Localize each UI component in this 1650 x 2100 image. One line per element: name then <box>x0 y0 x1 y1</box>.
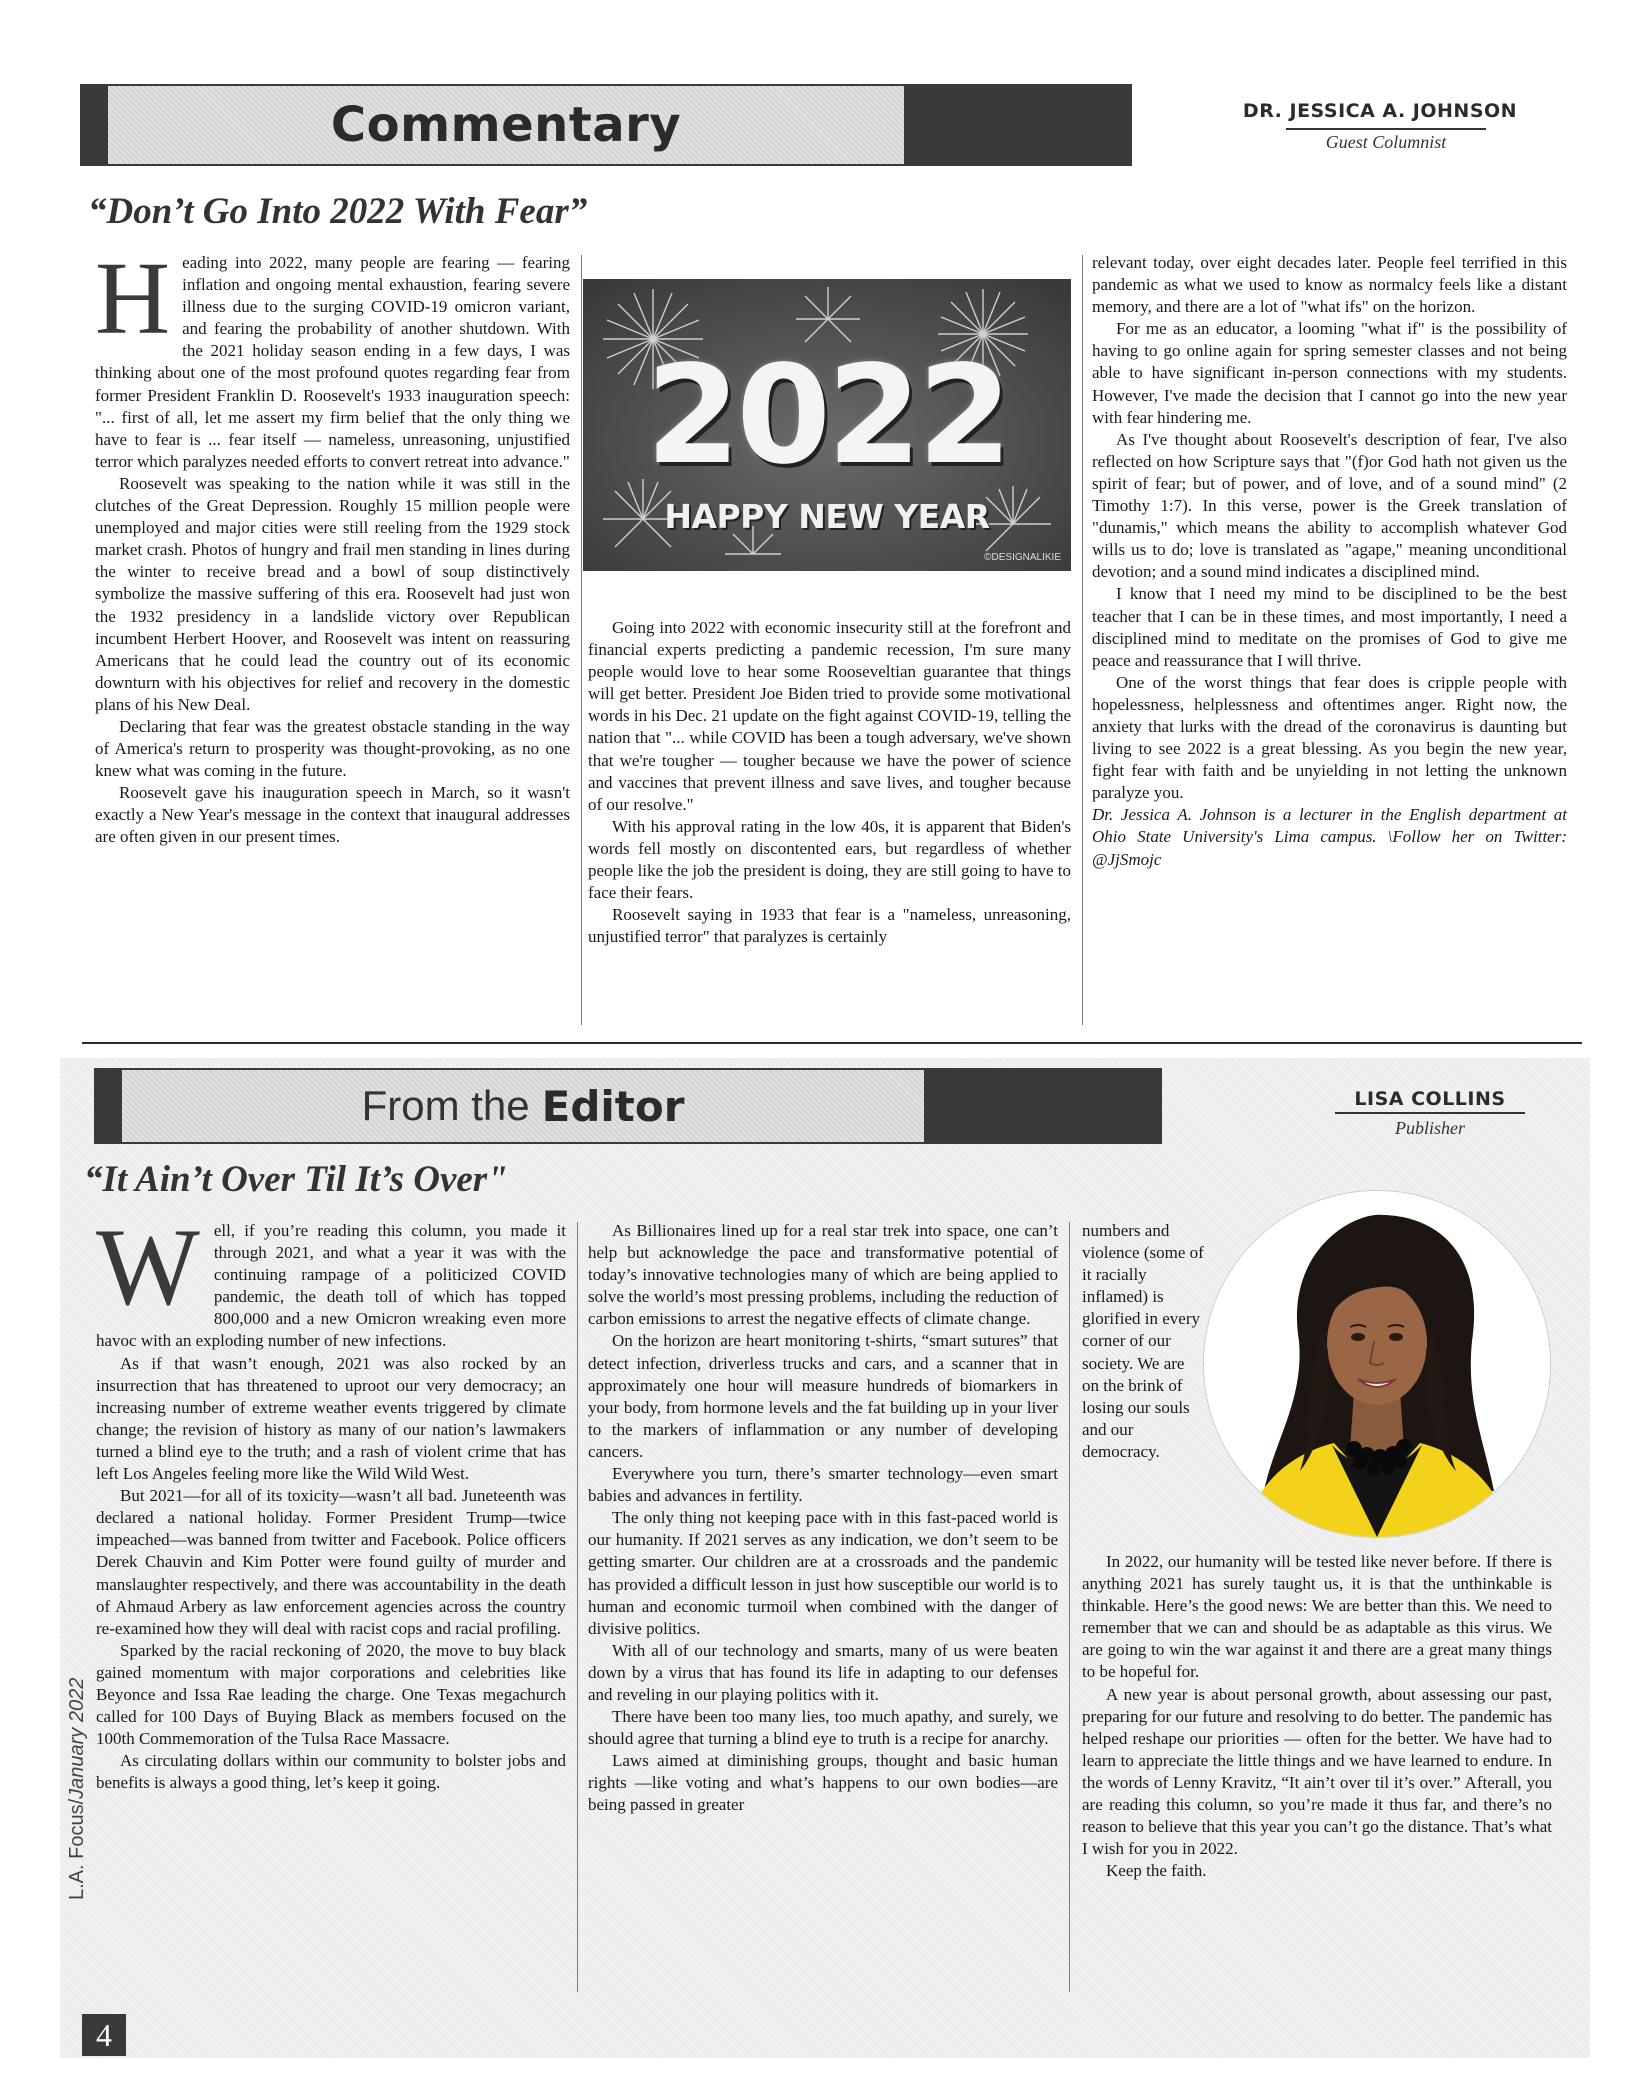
paragraph: ell, if you’re reading this column, you made it through 2021, and what a year it was with the continuing rampage of a politicized COVID pandemic, the death toll of which has topped 800,000 and a new Omicron wreaking even more havoc with an exploding number of new infections. <box>96 1221 566 1351</box>
paragraph: Going into 2022 with economic insecurity still at the forefront and financial experts predicting a pandemic recession, I'm sure many people would love to hear some Rooseveltian guarantee that things will get better. President Joe Biden tried to provide some motivational words in his Dec. 21 update on the fight against COVID-19, telling the nation that "... while COVID has been a tough adversary, we've shown that we're tougher — tougher because we have the power of science and vaccines that prevent illness and save lives, and tougher because of our resolve." <box>588 618 1071 814</box>
happy-new-year-image <box>583 279 1071 571</box>
editor-column-3-narrow <box>1082 1220 1204 1463</box>
paragraph: Sparked by the racial reckoning of 2020, the move to buy black gained momentum with major corporations and celebrities like Beyonce and Issa Rae leading the charge. One Texas megachurch called for 100 Days of Buying Black as members focused on the 100th Commemoration of the Tulsa Race Massacre. <box>96 1640 566 1749</box>
issue-date: January 2022 <box>66 1677 88 1799</box>
paragraph: With his approval rating in the low 40s, it is apparent that Biden's words fell mostly on discontented ears, but regardless of whether people like the job the president is doing, they are still going to have to face their fears. <box>588 816 1071 903</box>
paragraph: As if that wasn’t enough, 2021 was also rocked by an insurrection that has threatened to uproot our very democracy; an increasing number of extreme weather events triggered by climate change; the revision of history as many of our nation’s lawmakers turned a blind eye to the truth; and a rash of violent crime that has left Los Angeles feeling more like the Wild Wild West. <box>96 1353 566 1484</box>
banner-left-bar <box>82 86 108 164</box>
paragraph: But 2021—for all of its toxicity—wasn’t all bad. Juneteenth was declared a national holiday. Former President Trump—twice impeached—was banned from twitter and Facebook. Police officers Derek Chauvin and Kim Potter were found guilty of murder and manslaughter respectively, and there was accountability in the death of Ahmaud Arbery as law enforcement agencies across the country re-examined how they will deal with racist cops and racial profiling. <box>96 1486 566 1638</box>
dropcap: H <box>95 241 171 356</box>
section-title-commentary: Commentary <box>330 97 682 153</box>
banner-right-bar <box>904 86 1130 164</box>
paragraph: A new year is about personal growth, about assessing our past, preparing for our future and resolving to do better. The pandemic has helped reshape our priorities — often for the better. We have had to learn to appreciate the little things and we have learned to endure. In the words of Lenny Kravitz, “It ain’t over til it’s over.” Afterall, you are reading this column, so you’re made it thus far, and there’s no reason to believe that this year you can’t go the distance. That’s what I wish for you in 2022. <box>1082 1684 1552 1859</box>
image-credit: ©DESIGNALIKIE <box>984 552 1061 563</box>
paragraph: As Billionaires lined up for a real star trek into space, one can’t help but acknowledge the pace and transformative potential of today’s innovative technologies many of which are being applied to solve the world’s most pressing problems, including the reduction of carbon emissions to arrest the negative effects of climate change. <box>588 1221 1058 1329</box>
banner-left-bar <box>96 1070 122 1142</box>
publication-issue-label <box>66 1678 89 1900</box>
editor-banner <box>94 1068 1162 1144</box>
paragraph: relevant today, over eight decades later. People feel terrified in this pandemic as what we used to know as normalcy feels like a distant memory, and there are a lot of "what ifs" on the horizon. <box>1092 253 1567 317</box>
paragraph: There have been too many lies, too much apathy, and surely, we should agree that turning a blind eye to truth is a recipe for anarchy. <box>588 1707 1058 1749</box>
paragraph: Everywhere you turn, there’s smarter technology—even smart babies and advances in fertility. <box>588 1464 1058 1506</box>
commentary-column-1 <box>95 241 570 849</box>
editor-headline: “It Ain’t Over Til It’s Over" <box>84 1159 508 1200</box>
paragraph: Declaring that fear was the greatest obstacle standing in the way of America's return to prosperity was thought-provoking, as no one knew what was coming in the future. <box>95 716 570 781</box>
paragraph: numbers and violence (some of it racially inflamed) is glorified in every corner of our society. We are on the brink of losing our souls and our democracy. <box>1082 1221 1204 1461</box>
paragraph: For me as an educator, a looming "what if" is the possibility of having to go online again for spring semester classes and not being able to have significant in-person connections with my students. However, I've made the decision that I cannot go into the new year with fear hindering me. <box>1092 319 1567 427</box>
commentary-banner <box>80 84 1132 166</box>
column-rule <box>581 255 582 1025</box>
paragraph: With all of our technology and smarts, many of us were beaten down by a virus that has found its life in adapting to our defenses and reveling in our playing politics with it. <box>588 1640 1058 1704</box>
column-rule <box>1069 1222 1070 1992</box>
paragraph: eading into 2022, many people are fearing — fearing inflation and ongoing mental exhaustion, fearing severe illness due to the surging COVID-19 omicron variant, and fearing the probability of another shutdown. With the 2021 holiday season ending in a few days, I was thinking about one of the most profound quotes regarding fear from former President Franklin D. Roosevelt's 1933 inauguration speech: "... first of all, let me assert my firm belief that the only thing we have to fear is ... fear itself — nameless, unreasoning, unjustified terror which paralyzes needed efforts to convert retreat into advance." <box>95 253 570 471</box>
author-name: LISA COLLINS <box>1335 1088 1525 1114</box>
paragraph: Roosevelt gave his inauguration speech in March, so it wasn't exactly a New Year's message in the context that inaugural addresses are often given in our present times. <box>95 783 570 847</box>
dropcap: W <box>96 1206 200 1328</box>
commentary-column-2 <box>588 617 1071 948</box>
year-graphic-text: 2022 <box>645 337 1009 495</box>
paragraph: The only thing not keeping pace with in this fast-paced world is our humanity. If 2021 serves as any indication, we don’t seem to be getting smarter. Our children are at a crossroads and the pandemic has provided a difficult lesson in just how susceptible our world is to human and economic turmoil when combined with the danger of divisive politics. <box>588 1508 1058 1638</box>
publication-name: L.A. Focus/ <box>66 1798 88 1900</box>
paragraph: Laws aimed at diminishing groups, thought and basic human rights —like voting and what’s happens to our own bodies—are being passed in greater <box>588 1751 1058 1815</box>
page-number: 4 <box>82 2014 126 2056</box>
greeting-graphic-text: HAPPY NEW YEAR <box>664 497 990 536</box>
paragraph: One of the worst things that fear does is cripple people with hopelessness, helplessness and oftentimes anger. Right now, the anxiety that lurks with the dread of the coronavirus is daunting but living to see 2022 is a great blessing. As you begin the new year, fight fear with faith and be unyielding in not letting the unknown paralyze you. <box>1092 672 1567 803</box>
section-divider <box>82 1042 1582 1044</box>
author-name: DR. JESSICA A. JOHNSON <box>1242 100 1518 122</box>
commentary-column-3 <box>1092 252 1567 871</box>
section-title-editor: Editor <box>541 1081 685 1131</box>
paragraph: As circulating dollars within our community to bolster jobs and benefits is always a good thing, let’s keep it going. <box>96 1751 566 1793</box>
editor-column-2 <box>588 1220 1058 1817</box>
paragraph: I know that I need my mind to be disciplined to be the best teacher that I can be in these times, and most importantly, I need a disciplined mind to meditate on the promises of God to give me peace and reassurance that I will thrive. <box>1092 584 1567 670</box>
commentary-byline <box>1240 100 1520 153</box>
author-photo <box>1203 1190 1551 1538</box>
author-role: Guest Columnist <box>1286 128 1486 153</box>
paragraph: As I've thought about Roosevelt's description of fear, I've also reflected on how Scripture says that "(f)or God hath not given us the spirit of fear; but of power, and of love, and of a sound mind" (2 Timothy 1:7). In this verse, power is the Greek translation of "dunamis," which means the ability to accomplish whatever God wills us to do; love is translated as "agape," meaning unconditional devotion; and a sound mind indicates a disciplined mind. <box>1092 429 1567 582</box>
column-rule <box>577 1222 578 1992</box>
paragraph: On the horizon are heart monitoring t-shirts, “smart sutures” that detect infection, driverless trucks and cars, and a scanner that in approximately one hour will measure hundreds of biomarkers in your body, from hormone levels and the fat building up in your liver to the markers of inflammation or any number of developing cancers. <box>588 1331 1058 1461</box>
paragraph: Roosevelt was speaking to the nation while it was still in the clutches of the Great Depression. Roughly 15 million people were unemployed and major cities were still reeling from the 1929 stock market crash. Photos of hungry and frail men standing in lines during the winter to receive bread and a bowl of soup distinctively symbolize the massive suffering of this era. Roosevelt had just won the 1932 presidency in a landslide victory over Republican incumbent Herbert Hoover, and Roosevelt was intent on reassuring Americans that he could lead the country out of its economic downturn with his objectives for relief and recovery in the domestic plans of his New Deal. <box>95 473 570 714</box>
section-title-from-the: From the <box>361 1082 530 1129</box>
paragraph: In 2022, our humanity will be tested like never before. If there is anything 2021 has surely taught us, it is that the unthinkable is thinkable. Here’s the good news: We are better than this. We need to remember that we can and should be as adaptable as this virus. We are going to win the war against it and there are a great many things to be hopeful for. <box>1082 1552 1552 1682</box>
editor-column-3 <box>1082 1551 1552 1882</box>
paragraph: Keep the faith. <box>1106 1861 1207 1881</box>
paragraph: Roosevelt saying in 1933 that fear is a "nameless, unreasoning, unjustified terror" that paralyzes is certainly <box>588 905 1071 947</box>
author-role: Publisher <box>1395 1118 1465 1138</box>
avatar <box>1204 1191 1550 1537</box>
banner-right-bar <box>924 1070 1160 1142</box>
commentary-headline: “Don’t Go Into 2022 With Fear” <box>88 191 588 232</box>
editor-byline <box>1315 1088 1545 1139</box>
author-bio: Dr. Jessica A. Johnson is a lecturer in the English department at Ohio State University's Lima campus. \Follow her on Twitter: @JjSmojc <box>1092 805 1567 869</box>
editor-column-1 <box>96 1206 566 1794</box>
column-rule <box>1082 255 1083 1025</box>
